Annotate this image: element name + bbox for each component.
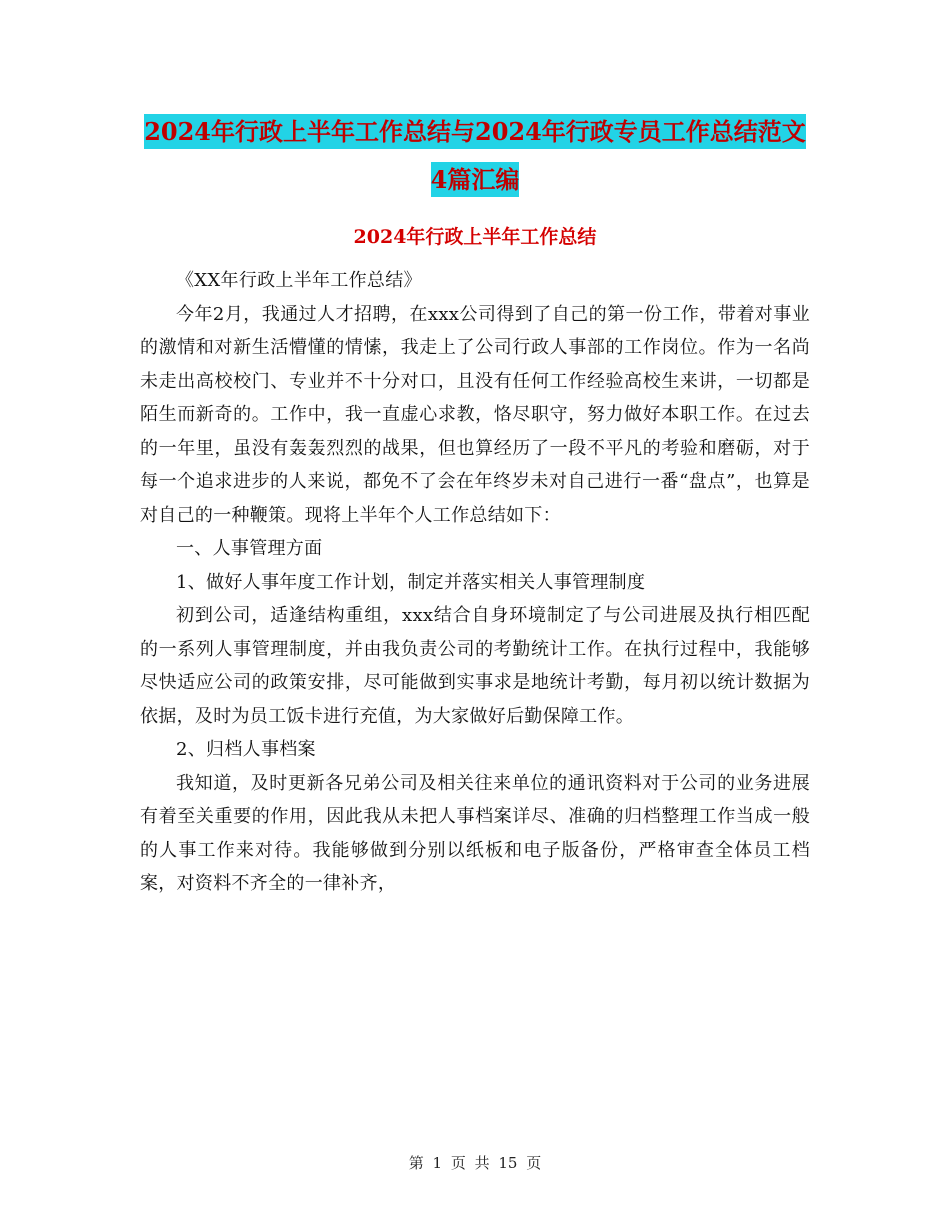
section-title: 2024年行政上半年工作总结 [353, 226, 597, 248]
paragraph: 2、归档人事档案 [176, 739, 316, 760]
paragraph: 今年2月，我通过人才招聘，在xxx公司得到了自己的第一份工作，带着对事业的激情和对新生活懵懂的情愫，我走上了公司行政人事部的工作岗位。作为一名尚未走出高校校门、专业并不十分对口，且没有任何工作经验高校生来讲，一切都是陌生而新奇的。工作中，我一直虚心求教，恪尽职守，努力做好本职工作。在过去的一年里，虽没有轰轰烈烈的战果，但也算经历了一段不平凡的考验和磨砺，对于每一个追求进步的人来说，都免不了会在年终岁未对自己进行一番“盘点”，也算是对自己的一种鞭策。现将上半年个人工作总结如下： [140, 303, 810, 526]
document-body [140, 264, 810, 901]
paragraph: 一、人事管理方面 [176, 538, 323, 559]
document-title-text: 2024年行政上半年工作总结与2024年行政专员工作总结范文4篇汇编 [144, 114, 806, 197]
page-number-footer: 第 1 页 共 15 页 [408, 1154, 542, 1172]
document-title [140, 108, 810, 204]
paragraph: 1、做好人事年度工作计划，制定并落实相关人事管理制度 [176, 571, 646, 593]
paragraph: 我知道，及时更新各兄弟公司及相关往来单位的通讯资料对于公司的业务进展有着至关重要的作用，因此我从未把人事档案详尽、准确的归档整理工作当成一般的人事工作来对待。我能够做到分别以纸板和电子版备份，严格审查全体员工档案，对资料不齐全的一律补齐， [140, 772, 810, 894]
paragraph: 《XX年行政上半年工作总结》 [176, 270, 422, 291]
paragraph: 初到公司，适逢结构重组，xxx结合自身环境制定了与公司进展及执行相匹配的一系列人事管理制度，并由我负责公司的考勤统计工作。在执行过程中，我能够尽快适应公司的政策安排，尽可能做到实事求是地统计考勤，每月初以统计数据为依据，及时为员工饭卡进行充值，为大家做好后勤保障工作。 [140, 605, 810, 727]
